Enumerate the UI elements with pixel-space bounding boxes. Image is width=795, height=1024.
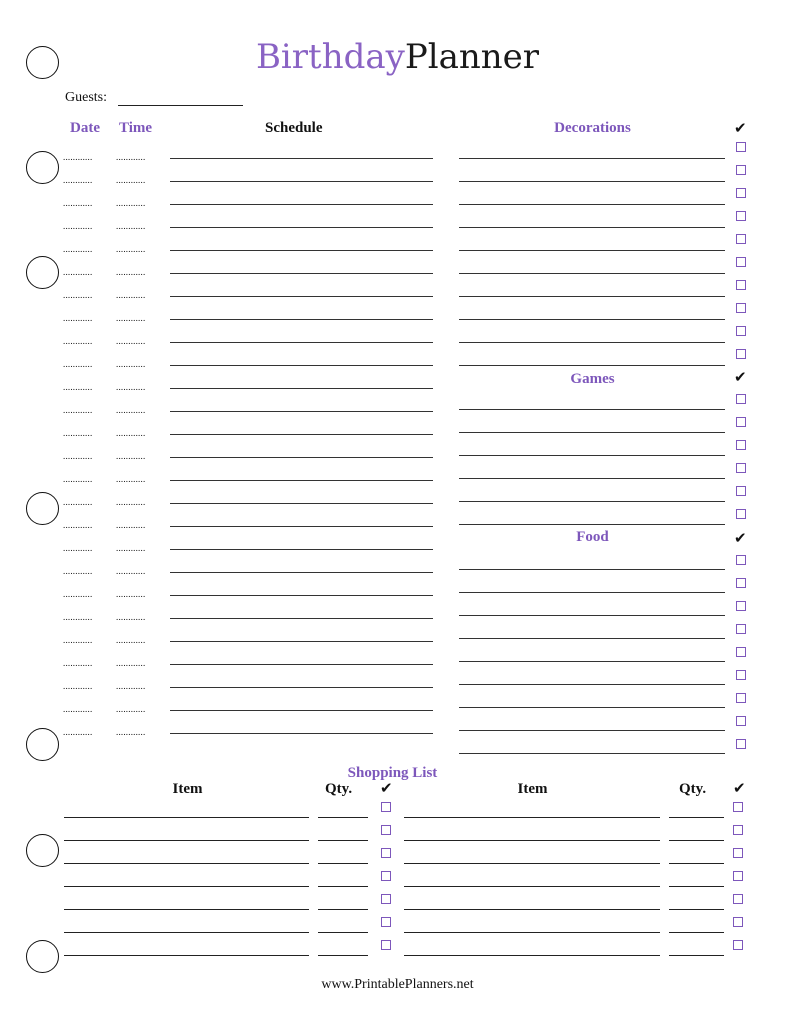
shopping-item-line[interactable] xyxy=(404,840,660,841)
shopping-checkbox[interactable] xyxy=(381,825,391,835)
time-field[interactable]: ............ xyxy=(116,405,146,415)
food-line[interactable] xyxy=(459,661,725,662)
time-header: Time xyxy=(119,120,153,136)
time-field[interactable]: ............ xyxy=(116,267,146,277)
guests-label: Guests: xyxy=(65,90,107,105)
shopping-item-line[interactable] xyxy=(64,840,309,841)
decorations-line[interactable] xyxy=(459,227,725,228)
shopping-check-icon-left: ✔ xyxy=(380,779,393,797)
date-field[interactable]: ............ xyxy=(63,451,93,461)
date-field[interactable]: ............ xyxy=(63,198,93,208)
decorations-line[interactable] xyxy=(459,250,725,251)
decorations-line[interactable] xyxy=(459,181,725,182)
food-checkbox[interactable] xyxy=(736,739,746,749)
schedule-line[interactable] xyxy=(170,204,433,205)
shopping-item-header-right: Item xyxy=(517,781,548,797)
food-line[interactable] xyxy=(459,638,725,639)
games-line[interactable] xyxy=(459,524,725,525)
decorations-header: Decorations xyxy=(554,120,631,136)
shopping-item-line[interactable] xyxy=(404,909,660,910)
shopping-qty-line[interactable] xyxy=(318,817,368,818)
date-field[interactable]: ............ xyxy=(63,290,93,300)
schedule-line[interactable] xyxy=(170,411,433,412)
date-field[interactable]: ............ xyxy=(63,727,93,737)
decorations-line[interactable] xyxy=(459,342,725,343)
shopping-checkbox[interactable] xyxy=(381,917,391,927)
time-field[interactable]: ............ xyxy=(116,589,146,599)
shopping-qty-line[interactable] xyxy=(669,932,724,933)
food-line[interactable] xyxy=(459,569,725,570)
binder-hole xyxy=(26,728,59,761)
schedule-line[interactable] xyxy=(170,158,433,159)
date-field[interactable]: ............ xyxy=(63,520,93,530)
date-field[interactable]: ............ xyxy=(63,336,93,346)
shopping-checkbox[interactable] xyxy=(381,871,391,881)
games-checkbox[interactable] xyxy=(736,394,746,404)
shopping-checkbox[interactable] xyxy=(733,871,743,881)
decorations-checkbox[interactable] xyxy=(736,211,746,221)
food-checkbox[interactable] xyxy=(736,601,746,611)
shopping-item-line[interactable] xyxy=(64,817,309,818)
footer-url[interactable]: www.PrintablePlanners.net xyxy=(321,977,474,992)
shopping-qty-line[interactable] xyxy=(318,932,368,933)
schedule-line[interactable] xyxy=(170,434,433,435)
time-field[interactable]: ............ xyxy=(116,566,146,576)
games-header: Games xyxy=(570,371,615,387)
date-field[interactable]: ............ xyxy=(63,681,93,691)
games-checkbox[interactable] xyxy=(736,486,746,496)
shopping-list-header: Shopping List xyxy=(347,765,438,781)
date-field[interactable]: ............ xyxy=(63,244,93,254)
time-field[interactable]: ............ xyxy=(116,152,146,162)
food-line[interactable] xyxy=(459,592,725,593)
shopping-qty-line[interactable] xyxy=(669,840,724,841)
food-header: Food xyxy=(576,529,609,545)
schedule-line[interactable] xyxy=(170,181,433,182)
schedule-line[interactable] xyxy=(170,641,433,642)
decorations-checkbox[interactable] xyxy=(736,257,746,267)
shopping-checkbox[interactable] xyxy=(381,848,391,858)
decorations-line[interactable] xyxy=(459,296,725,297)
games-check-icon: ✔ xyxy=(734,368,747,386)
time-field[interactable]: ............ xyxy=(116,543,146,553)
date-field[interactable]: ............ xyxy=(63,635,93,645)
date-field[interactable]: ............ xyxy=(63,566,93,576)
schedule-line[interactable] xyxy=(170,526,433,527)
schedule-line[interactable] xyxy=(170,572,433,573)
decorations-check-icon: ✔ xyxy=(734,119,747,137)
date-field[interactable]: ............ xyxy=(63,152,93,162)
date-field[interactable]: ............ xyxy=(63,704,93,714)
time-field[interactable]: ............ xyxy=(116,198,146,208)
schedule-line[interactable] xyxy=(170,480,433,481)
decorations-checkbox[interactable] xyxy=(736,349,746,359)
schedule-line[interactable] xyxy=(170,733,433,734)
shopping-item-line[interactable] xyxy=(404,886,660,887)
shopping-checkbox[interactable] xyxy=(733,825,743,835)
binder-hole xyxy=(26,940,59,973)
date-header: Date xyxy=(70,120,100,136)
binder-hole xyxy=(26,492,59,525)
date-field[interactable]: ............ xyxy=(63,267,93,277)
food-checkbox[interactable] xyxy=(736,647,746,657)
games-line[interactable] xyxy=(459,501,725,502)
shopping-qty-line[interactable] xyxy=(318,863,368,864)
date-field[interactable]: ............ xyxy=(63,428,93,438)
shopping-checkbox[interactable] xyxy=(381,802,391,812)
date-field[interactable]: ............ xyxy=(63,313,93,323)
date-field[interactable]: ............ xyxy=(63,497,93,507)
time-field[interactable]: ............ xyxy=(116,612,146,622)
date-field[interactable]: ............ xyxy=(63,612,93,622)
schedule-line[interactable] xyxy=(170,618,433,619)
time-field[interactable]: ............ xyxy=(116,175,146,185)
schedule-line[interactable] xyxy=(170,250,433,251)
shopping-qty-line[interactable] xyxy=(669,817,724,818)
decorations-line[interactable] xyxy=(459,158,725,159)
time-field[interactable]: ............ xyxy=(116,451,146,461)
food-checkbox[interactable] xyxy=(736,624,746,634)
date-field[interactable]: ............ xyxy=(63,589,93,599)
decorations-checkbox[interactable] xyxy=(736,165,746,175)
schedule-line[interactable] xyxy=(170,503,433,504)
games-checkbox[interactable] xyxy=(736,509,746,519)
decorations-checkbox[interactable] xyxy=(736,234,746,244)
date-field[interactable]: ............ xyxy=(63,382,93,392)
decorations-line[interactable] xyxy=(459,204,725,205)
games-line[interactable] xyxy=(459,432,725,433)
shopping-qty-line[interactable] xyxy=(318,955,368,956)
shopping-qty-line[interactable] xyxy=(669,886,724,887)
time-field[interactable]: ............ xyxy=(116,313,146,323)
time-field[interactable]: ............ xyxy=(116,497,146,507)
food-checkbox[interactable] xyxy=(736,670,746,680)
shopping-item-line[interactable] xyxy=(64,909,309,910)
schedule-line[interactable] xyxy=(170,687,433,688)
schedule-line[interactable] xyxy=(170,595,433,596)
schedule-line[interactable] xyxy=(170,710,433,711)
decorations-checkbox[interactable] xyxy=(736,280,746,290)
page-title xyxy=(0,36,795,78)
binder-hole xyxy=(26,151,59,184)
time-field[interactable]: ............ xyxy=(116,221,146,231)
shopping-item-line[interactable] xyxy=(64,955,309,956)
shopping-qty-line[interactable] xyxy=(669,909,724,910)
time-field[interactable]: ............ xyxy=(116,635,146,645)
binder-hole xyxy=(26,834,59,867)
shopping-item-line[interactable] xyxy=(404,932,660,933)
schedule-line[interactable] xyxy=(170,365,433,366)
food-checkbox[interactable] xyxy=(736,716,746,726)
binder-hole xyxy=(26,46,59,79)
schedule-line[interactable] xyxy=(170,664,433,665)
shopping-qty-header-left: Qty. xyxy=(325,781,353,797)
food-check-icon: ✔ xyxy=(734,529,747,547)
games-checkbox[interactable] xyxy=(736,463,746,473)
schedule-header: Schedule xyxy=(265,120,323,136)
shopping-item-line[interactable] xyxy=(64,932,309,933)
shopping-check-icon-right: ✔ xyxy=(733,779,746,797)
games-line[interactable] xyxy=(459,455,725,456)
time-field[interactable]: ............ xyxy=(116,336,146,346)
shopping-checkbox[interactable] xyxy=(381,894,391,904)
schedule-line[interactable] xyxy=(170,319,433,320)
decorations-line[interactable] xyxy=(459,365,725,366)
shopping-checkbox[interactable] xyxy=(733,802,743,812)
shopping-qty-line[interactable] xyxy=(669,863,724,864)
schedule-line[interactable] xyxy=(170,227,433,228)
schedule-line[interactable] xyxy=(170,549,433,550)
shopping-qty-line[interactable] xyxy=(318,909,368,910)
food-checkbox[interactable] xyxy=(736,693,746,703)
shopping-qty-line[interactable] xyxy=(318,840,368,841)
games-line[interactable] xyxy=(459,478,725,479)
time-field[interactable]: ............ xyxy=(116,244,146,254)
decorations-line[interactable] xyxy=(459,319,725,320)
games-checkbox[interactable] xyxy=(736,417,746,427)
decorations-checkbox[interactable] xyxy=(736,188,746,198)
time-field[interactable]: ............ xyxy=(116,727,146,737)
time-field[interactable]: ............ xyxy=(116,520,146,530)
date-field[interactable]: ............ xyxy=(63,221,93,231)
shopping-checkbox[interactable] xyxy=(381,940,391,950)
shopping-checkbox[interactable] xyxy=(733,848,743,858)
shopping-checkbox[interactable] xyxy=(733,940,743,950)
date-field[interactable]: ............ xyxy=(63,359,93,369)
food-line[interactable] xyxy=(459,730,725,731)
time-field[interactable]: ............ xyxy=(116,428,146,438)
schedule-line[interactable] xyxy=(170,342,433,343)
time-field[interactable]: ............ xyxy=(116,658,146,668)
food-checkbox[interactable] xyxy=(736,555,746,565)
date-field[interactable]: ............ xyxy=(63,175,93,185)
shopping-qty-line[interactable] xyxy=(669,955,724,956)
shopping-qty-line[interactable] xyxy=(318,886,368,887)
shopping-item-line[interactable] xyxy=(64,886,309,887)
time-field[interactable]: ............ xyxy=(116,359,146,369)
games-checkbox[interactable] xyxy=(736,440,746,450)
date-field[interactable]: ............ xyxy=(63,543,93,553)
shopping-checkbox[interactable] xyxy=(733,894,743,904)
decorations-checkbox[interactable] xyxy=(736,142,746,152)
schedule-line[interactable] xyxy=(170,457,433,458)
time-field[interactable]: ............ xyxy=(116,681,146,691)
date-field[interactable]: ............ xyxy=(63,474,93,484)
schedule-line[interactable] xyxy=(170,296,433,297)
shopping-item-line[interactable] xyxy=(404,817,660,818)
food-line[interactable] xyxy=(459,684,725,685)
decorations-line[interactable] xyxy=(459,273,725,274)
time-field[interactable]: ............ xyxy=(116,382,146,392)
date-field[interactable]: ............ xyxy=(63,405,93,415)
food-checkbox[interactable] xyxy=(736,578,746,588)
title-part-birthday: Birthday xyxy=(255,37,405,77)
shopping-qty-header-right: Qty. xyxy=(679,781,707,797)
shopping-item-line[interactable] xyxy=(404,863,660,864)
schedule-line[interactable] xyxy=(170,273,433,274)
food-line[interactable] xyxy=(459,707,725,708)
guests-field[interactable] xyxy=(118,105,243,106)
decorations-checkbox[interactable] xyxy=(736,303,746,313)
schedule-line[interactable] xyxy=(170,388,433,389)
time-field[interactable]: ............ xyxy=(116,290,146,300)
binder-hole xyxy=(26,256,59,289)
date-field[interactable]: ............ xyxy=(63,658,93,668)
shopping-item-header-left: Item xyxy=(172,781,203,797)
shopping-checkbox[interactable] xyxy=(733,917,743,927)
time-field[interactable]: ............ xyxy=(116,704,146,714)
games-line[interactable] xyxy=(459,409,725,410)
shopping-item-line[interactable] xyxy=(64,863,309,864)
food-line[interactable] xyxy=(459,753,725,754)
shopping-item-line[interactable] xyxy=(404,955,660,956)
decorations-checkbox[interactable] xyxy=(736,326,746,336)
time-field[interactable]: ............ xyxy=(116,474,146,484)
food-line[interactable] xyxy=(459,615,725,616)
title-part-planner: Planner xyxy=(404,37,540,77)
